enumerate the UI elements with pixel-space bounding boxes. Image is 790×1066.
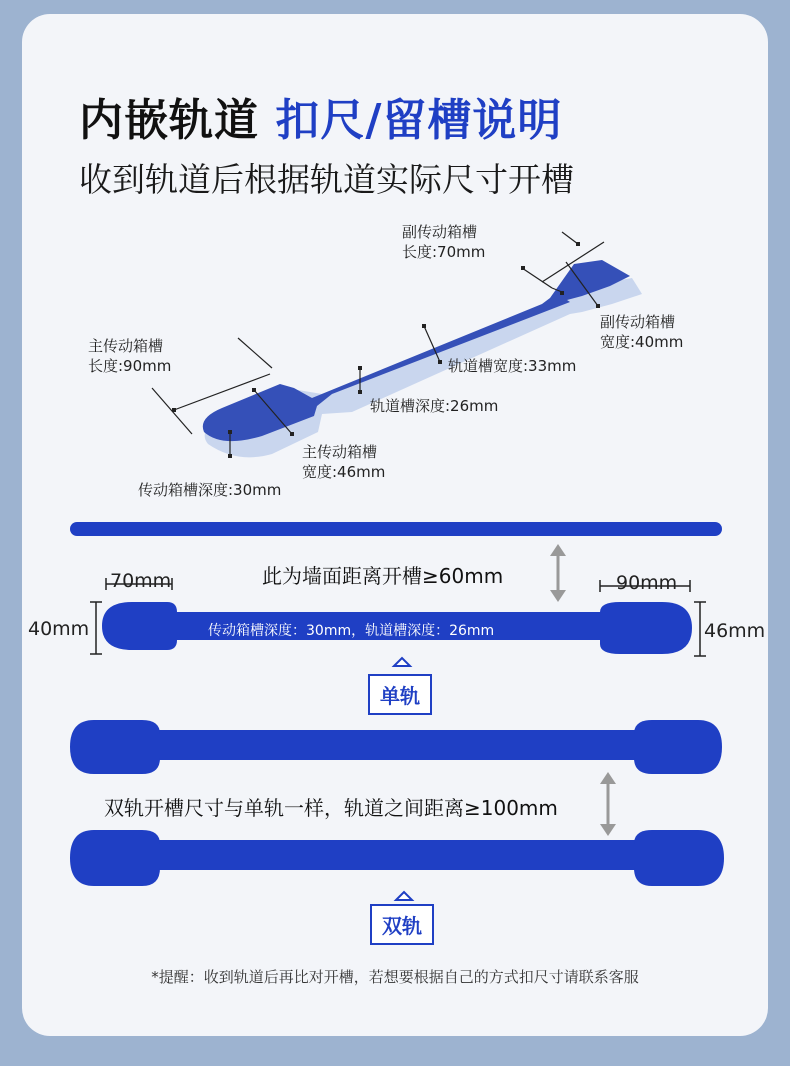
left-length-label: 70mm [110,570,172,592]
double-track-badge: 双轨 [370,904,434,945]
footer-reminder: *提醒：收到轨道后再比对开槽，若想要根据自己的方式扣尺寸请联系客服 [151,968,639,986]
title-black: 内嵌轨道 [79,95,259,146]
main-gearbox-width-label: 主传动箱槽 宽度:46mm [302,443,386,481]
double-track-lower [70,830,724,886]
track-diagram [22,14,768,1036]
track-depth-label: 轨道槽深度:26mm [370,397,499,415]
track-width-label: 轨道槽宽度:33mm [448,357,577,375]
title-accent: 扣尺/留槽说明 [275,95,563,146]
right-length-label: 90mm [616,572,678,594]
main-gearbox-length-label: 主传动箱槽 长度:90mm [88,337,172,375]
wall-line [70,522,722,536]
double-track-note: 双轨开槽尺寸与单轨一样，轨道之间距离≥100mm [104,796,558,820]
wall-distance-note: 此为墙面距离开槽≥60mm [262,564,504,588]
double-track-upper [70,720,722,774]
single-track-depth-text: 传动箱槽深度：30mm，轨道槽深度：26mm [208,623,495,639]
right-height-label: 46mm [704,620,766,642]
left-height-label: 40mm [28,618,90,640]
double-gap-arrow [600,772,616,836]
page-subtitle: 收到轨道后根据轨道实际尺寸开槽 [79,160,574,199]
gearbox-depth-label: 传动箱槽深度:30mm [138,481,282,499]
wall-gap-arrow [550,544,566,602]
single-track-badge: 单轨 [368,674,432,715]
info-card [22,14,768,1036]
sub-gearbox-length-label: 副传动箱槽 长度:70mm [402,223,486,261]
sub-gearbox-width-label: 副传动箱槽 宽度:40mm [600,313,684,351]
